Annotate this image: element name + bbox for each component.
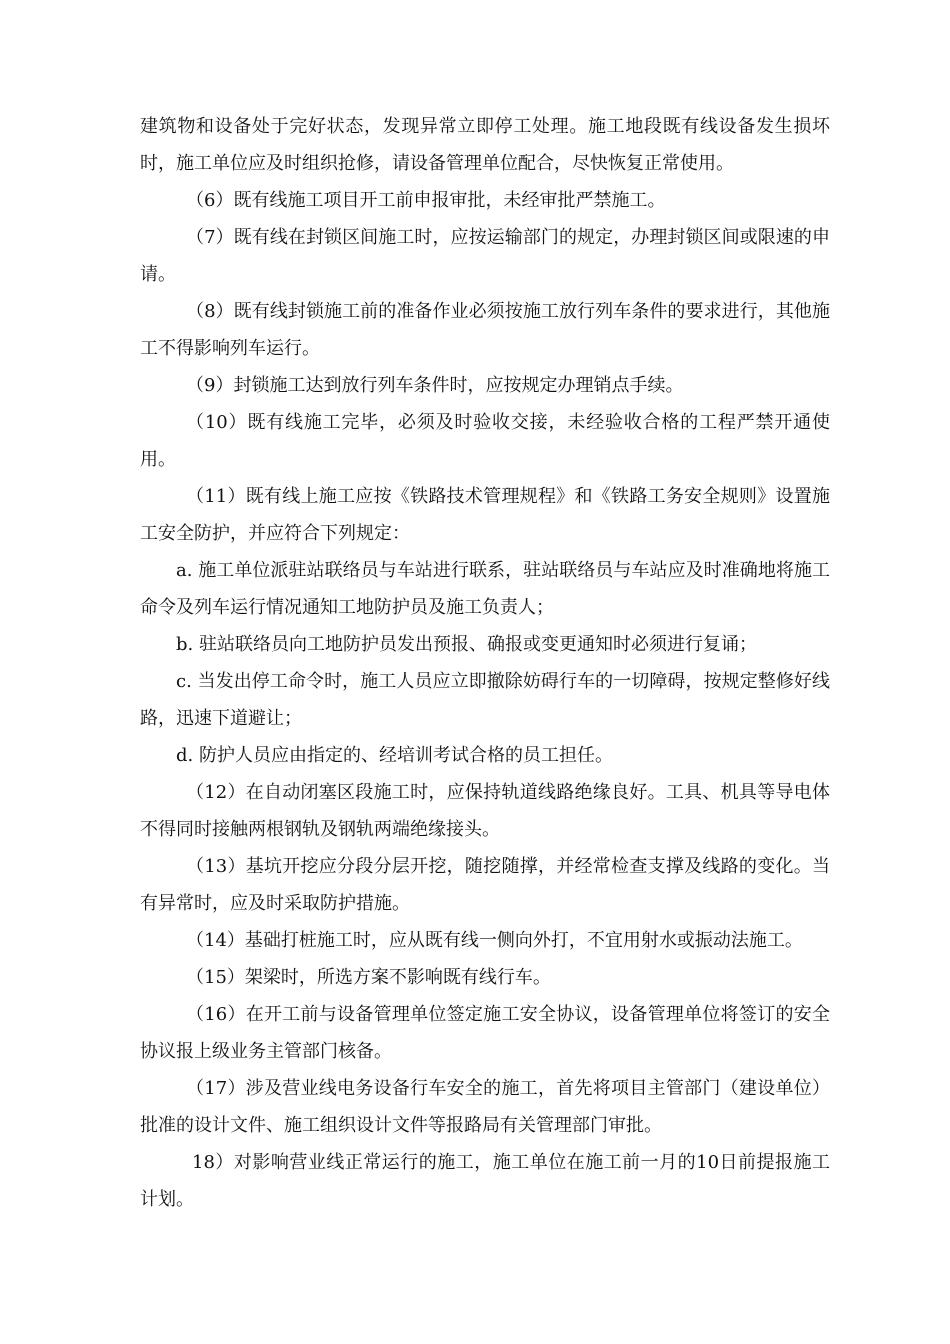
paragraph-continuation: 建筑物和设备处于完好状态，发现异常立即停工处理。施工地段既有线设备发生损坏时，施工单位应及时组织抢修，请设备管理单位配合，尽快恢复正常使用。 <box>140 116 830 174</box>
paragraph-item-18: 18）对影响营业线正常运行的施工，施工单位在施工前一月的10日前提报施工计划。 <box>140 1152 830 1210</box>
paragraph-item-10: （10）既有线施工完毕，必须及时验收交接，未经验收合格的工程严禁开通使用。 <box>140 412 830 470</box>
document-body <box>140 108 830 1218</box>
paragraph-item-7: （7）既有线在封锁区间施工时，应按运输部门的规定，办理封锁区间或限速的申请。 <box>140 227 830 285</box>
paragraph-item-17: （17）涉及营业线电务设备行车安全的施工，首先将项目主管部门（建设单位）批准的设计文件、施工组织设计文件等报路局有关管理部门审批。 <box>140 1078 830 1136</box>
paragraph-item-13: （13）基坑开挖应分段分层开挖，随挖随撑，并经常检查支撑及线路的变化。当有异常时，应及时采取防护措施。 <box>140 856 830 914</box>
paragraph-item-6: （6）既有线施工项目开工前申报审批，未经审批严禁施工。 <box>186 190 666 211</box>
paragraph-item-9: （9）封锁施工达到放行列车条件时，应按规定办理销点手续。 <box>186 375 684 396</box>
paragraph-item-11: （11）既有线上施工应按《铁路技术管理规程》和《铁路工务安全规则》设置施工安全防护，并应符合下列规定： <box>140 486 830 544</box>
paragraph-item-15: （15）架梁时，所选方案不影响既有线行车。 <box>186 967 551 988</box>
paragraph-item-16: （16）在开工前与设备管理单位签定施工安全协议，设备管理单位将签订的安全协议报上级业务主管部门核备。 <box>140 1004 830 1062</box>
paragraph-subitem-d: d. 防护人员应由指定的、经培训考试合格的员工担任。 <box>176 745 613 766</box>
paragraph-item-8: （8）既有线封锁施工前的准备作业必须按施工放行列车条件的要求进行，其他施工不得影响列车运行。 <box>140 301 830 359</box>
paragraph-subitem-b: b. 驻站联络员向工地防护员发出预报、确报或变更通知时必须进行复诵； <box>176 634 757 655</box>
paragraph-item-14: （14）基础打桩施工时，应从既有线一侧向外打，不宜用射水或振动法施工。 <box>186 930 803 951</box>
paragraph-subitem-a: a. 施工单位派驻站联络员与车站进行联系，驻站联络员与车站应及时准确地将施工命令及列车运行情况通知工地防护员及施工负责人； <box>140 560 830 618</box>
paragraph-subitem-c: c. 当发出停工命令时，施工人员应立即撤除妨碍行车的一切障碍，按规定整修好线路，迅速下道避让； <box>140 671 830 729</box>
paragraph-item-12: （12）在自动闭塞区段施工时，应保持轨道线路绝缘良好。工具、机具等导电体不得同时接触两根钢轨及钢轨两端绝缘接头。 <box>140 782 830 840</box>
